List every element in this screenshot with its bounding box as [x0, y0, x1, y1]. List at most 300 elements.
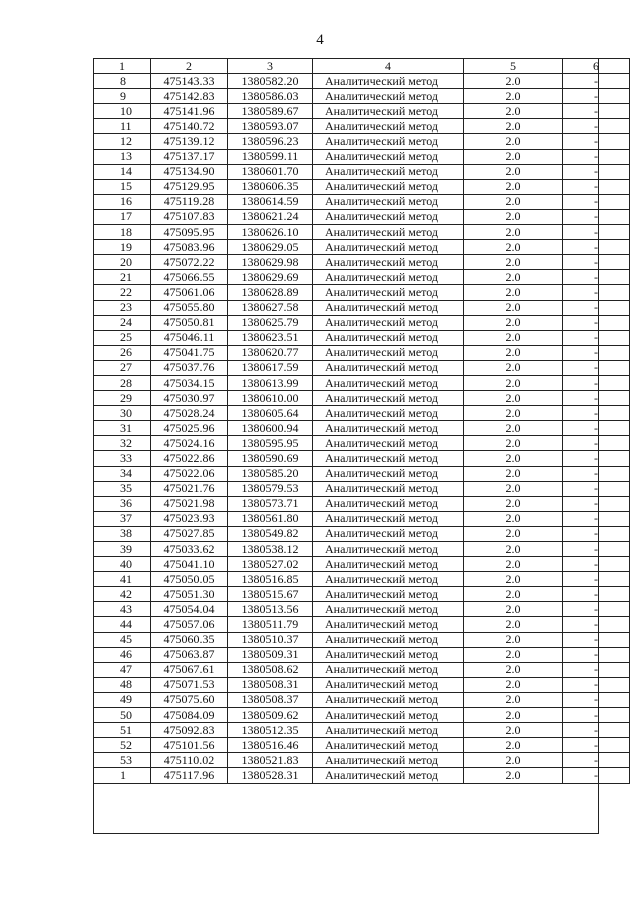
point-number-cell: 39 [94, 542, 151, 557]
y-coordinate-cell: 1380510.37 [228, 632, 313, 647]
note-cell: - [563, 677, 630, 692]
point-number-cell: 19 [94, 240, 151, 255]
method-cell: Аналитический метод [313, 360, 464, 375]
note-cell: - [563, 753, 630, 768]
accuracy-cell: 2.0 [464, 496, 563, 511]
point-number-cell: 41 [94, 572, 151, 587]
table-row [94, 375, 630, 390]
y-coordinate-cell: 1380629.05 [228, 240, 313, 255]
y-coordinate-cell: 1380508.31 [228, 677, 313, 692]
point-number-cell: 29 [94, 391, 151, 406]
y-coordinate-cell: 1380626.10 [228, 225, 313, 240]
accuracy-cell: 2.0 [464, 723, 563, 738]
point-number-cell: 40 [94, 557, 151, 572]
method-cell: Аналитический метод [313, 662, 464, 677]
accuracy-cell: 2.0 [464, 391, 563, 406]
y-coordinate-cell: 1380593.07 [228, 119, 313, 134]
y-coordinate-cell: 1380549.82 [228, 526, 313, 541]
method-cell: Аналитический метод [313, 542, 464, 557]
method-cell: Аналитический метод [313, 285, 464, 300]
method-cell: Аналитический метод [313, 708, 464, 723]
y-coordinate-cell: 1380600.94 [228, 421, 313, 436]
note-cell: - [563, 285, 630, 300]
x-coordinate-cell: 475092.83 [151, 723, 228, 738]
table-row [94, 149, 630, 164]
point-number-cell: 48 [94, 677, 151, 692]
accuracy-cell: 2.0 [464, 360, 563, 375]
y-coordinate-cell: 1380509.62 [228, 708, 313, 723]
y-coordinate-cell: 1380625.79 [228, 315, 313, 330]
point-number-cell: 45 [94, 632, 151, 647]
accuracy-cell: 2.0 [464, 753, 563, 768]
note-cell: - [563, 406, 630, 421]
table-row [94, 526, 630, 541]
x-coordinate-cell: 475066.55 [151, 270, 228, 285]
method-cell: Аналитический метод [313, 723, 464, 738]
accuracy-cell: 2.0 [464, 768, 563, 783]
table-row [94, 587, 630, 602]
y-coordinate-cell: 1380621.24 [228, 209, 313, 224]
point-number-cell: 27 [94, 360, 151, 375]
point-number-cell: 24 [94, 315, 151, 330]
header-cell-col5: 5 [464, 59, 563, 74]
point-number-cell: 11 [94, 119, 151, 134]
point-number-cell: 49 [94, 692, 151, 707]
table-row [94, 421, 630, 436]
table-header-row [94, 59, 630, 74]
y-coordinate-cell: 1380590.69 [228, 451, 313, 466]
x-coordinate-cell: 475027.85 [151, 526, 228, 541]
x-coordinate-cell: 475051.30 [151, 587, 228, 602]
table-row [94, 270, 630, 285]
table-row [94, 74, 630, 89]
header-cell-col4: 4 [313, 59, 464, 74]
method-cell: Аналитический метод [313, 391, 464, 406]
note-cell: - [563, 89, 630, 104]
point-number-cell: 51 [94, 723, 151, 738]
x-coordinate-cell: 475075.60 [151, 692, 228, 707]
table-row [94, 466, 630, 481]
method-cell: Аналитический метод [313, 677, 464, 692]
note-cell: - [563, 511, 630, 526]
note-cell: - [563, 360, 630, 375]
note-cell: - [563, 587, 630, 602]
note-cell: - [563, 692, 630, 707]
note-cell: - [563, 481, 630, 496]
x-coordinate-cell: 475083.96 [151, 240, 228, 255]
x-coordinate-cell: 475041.10 [151, 557, 228, 572]
x-coordinate-cell: 475107.83 [151, 209, 228, 224]
note-cell: - [563, 255, 630, 270]
point-number-cell: 23 [94, 300, 151, 315]
accuracy-cell: 2.0 [464, 466, 563, 481]
table-row [94, 557, 630, 572]
table-row [94, 753, 630, 768]
y-coordinate-cell: 1380512.35 [228, 723, 313, 738]
method-cell: Аналитический метод [313, 149, 464, 164]
point-number-cell: 37 [94, 511, 151, 526]
x-coordinate-cell: 475041.75 [151, 345, 228, 360]
method-cell: Аналитический метод [313, 602, 464, 617]
table-row [94, 542, 630, 557]
accuracy-cell: 2.0 [464, 708, 563, 723]
point-number-cell: 16 [94, 194, 151, 209]
note-cell: - [563, 345, 630, 360]
point-number-cell: 28 [94, 375, 151, 390]
x-coordinate-cell: 475021.76 [151, 481, 228, 496]
note-cell: - [563, 74, 630, 89]
note-cell: - [563, 496, 630, 511]
x-coordinate-cell: 475142.83 [151, 89, 228, 104]
accuracy-cell: 2.0 [464, 738, 563, 753]
note-cell: - [563, 119, 630, 134]
accuracy-cell: 2.0 [464, 542, 563, 557]
note-cell: - [563, 617, 630, 632]
table-row [94, 330, 630, 345]
y-coordinate-cell: 1380629.98 [228, 255, 313, 270]
method-cell: Аналитический метод [313, 692, 464, 707]
table-row [94, 194, 630, 209]
y-coordinate-cell: 1380596.23 [228, 134, 313, 149]
x-coordinate-cell: 475095.95 [151, 225, 228, 240]
x-coordinate-cell: 475033.62 [151, 542, 228, 557]
table-row [94, 481, 630, 496]
y-coordinate-cell: 1380614.59 [228, 194, 313, 209]
x-coordinate-cell: 475119.28 [151, 194, 228, 209]
method-cell: Аналитический метод [313, 511, 464, 526]
x-coordinate-cell: 475117.96 [151, 768, 228, 783]
note-cell: - [563, 466, 630, 481]
note-cell: - [563, 179, 630, 194]
accuracy-cell: 2.0 [464, 481, 563, 496]
x-coordinate-cell: 475050.05 [151, 572, 228, 587]
point-number-cell: 35 [94, 481, 151, 496]
accuracy-cell: 2.0 [464, 692, 563, 707]
header-cell-col1: 1 [94, 59, 151, 74]
method-cell: Аналитический метод [313, 270, 464, 285]
y-coordinate-cell: 1380516.85 [228, 572, 313, 587]
y-coordinate-cell: 1380511.79 [228, 617, 313, 632]
header-cell-col2: 2 [151, 59, 228, 74]
y-coordinate-cell: 1380599.11 [228, 149, 313, 164]
method-cell: Аналитический метод [313, 738, 464, 753]
x-coordinate-cell: 475139.12 [151, 134, 228, 149]
table-row [94, 511, 630, 526]
x-coordinate-cell: 475110.02 [151, 753, 228, 768]
x-coordinate-cell: 475028.24 [151, 406, 228, 421]
x-coordinate-cell: 475054.04 [151, 602, 228, 617]
method-cell: Аналитический метод [313, 89, 464, 104]
note-cell: - [563, 240, 630, 255]
method-cell: Аналитический метод [313, 647, 464, 662]
table-row [94, 406, 630, 421]
x-coordinate-cell: 475067.61 [151, 662, 228, 677]
table-row [94, 119, 630, 134]
y-coordinate-cell: 1380528.31 [228, 768, 313, 783]
y-coordinate-cell: 1380509.31 [228, 647, 313, 662]
table-row [94, 391, 630, 406]
table-row [94, 632, 630, 647]
table-row [94, 602, 630, 617]
y-coordinate-cell: 1380617.59 [228, 360, 313, 375]
accuracy-cell: 2.0 [464, 345, 563, 360]
method-cell: Аналитический метод [313, 240, 464, 255]
y-coordinate-cell: 1380595.95 [228, 436, 313, 451]
method-cell: Аналитический метод [313, 179, 464, 194]
table-row [94, 768, 630, 783]
accuracy-cell: 2.0 [464, 255, 563, 270]
x-coordinate-cell: 475137.17 [151, 149, 228, 164]
table-row [94, 345, 630, 360]
accuracy-cell: 2.0 [464, 179, 563, 194]
point-number-cell: 50 [94, 708, 151, 723]
method-cell: Аналитический метод [313, 406, 464, 421]
method-cell: Аналитический метод [313, 617, 464, 632]
accuracy-cell: 2.0 [464, 436, 563, 451]
note-cell: - [563, 315, 630, 330]
point-number-cell: 34 [94, 466, 151, 481]
method-cell: Аналитический метод [313, 330, 464, 345]
note-cell: - [563, 421, 630, 436]
method-cell: Аналитический метод [313, 225, 464, 240]
x-coordinate-cell: 475129.95 [151, 179, 228, 194]
method-cell: Аналитический метод [313, 572, 464, 587]
table-row [94, 572, 630, 587]
y-coordinate-cell: 1380628.89 [228, 285, 313, 300]
x-coordinate-cell: 475030.97 [151, 391, 228, 406]
note-cell: - [563, 375, 630, 390]
method-cell: Аналитический метод [313, 345, 464, 360]
table-row [94, 285, 630, 300]
method-cell: Аналитический метод [313, 436, 464, 451]
point-number-cell: 18 [94, 225, 151, 240]
note-cell: - [563, 194, 630, 209]
point-number-cell: 17 [94, 209, 151, 224]
accuracy-cell: 2.0 [464, 149, 563, 164]
accuracy-cell: 2.0 [464, 511, 563, 526]
y-coordinate-cell: 1380582.20 [228, 74, 313, 89]
point-number-cell: 52 [94, 738, 151, 753]
point-number-cell: 13 [94, 149, 151, 164]
point-number-cell: 31 [94, 421, 151, 436]
note-cell: - [563, 723, 630, 738]
accuracy-cell: 2.0 [464, 602, 563, 617]
table-row [94, 300, 630, 315]
note-cell: - [563, 738, 630, 753]
table-row [94, 225, 630, 240]
x-coordinate-cell: 475063.87 [151, 647, 228, 662]
point-number-cell: 46 [94, 647, 151, 662]
table-row [94, 617, 630, 632]
accuracy-cell: 2.0 [464, 315, 563, 330]
point-number-cell: 36 [94, 496, 151, 511]
y-coordinate-cell: 1380508.62 [228, 662, 313, 677]
y-coordinate-cell: 1380620.77 [228, 345, 313, 360]
note-cell: - [563, 526, 630, 541]
accuracy-cell: 2.0 [464, 134, 563, 149]
table-row [94, 662, 630, 677]
y-coordinate-cell: 1380527.02 [228, 557, 313, 572]
y-coordinate-cell: 1380629.69 [228, 270, 313, 285]
note-cell: - [563, 300, 630, 315]
method-cell: Аналитический метод [313, 194, 464, 209]
y-coordinate-cell: 1380610.00 [228, 391, 313, 406]
table-row [94, 677, 630, 692]
accuracy-cell: 2.0 [464, 587, 563, 602]
method-cell: Аналитический метод [313, 421, 464, 436]
method-cell: Аналитический метод [313, 375, 464, 390]
y-coordinate-cell: 1380589.67 [228, 104, 313, 119]
accuracy-cell: 2.0 [464, 74, 563, 89]
y-coordinate-cell: 1380586.03 [228, 89, 313, 104]
point-number-cell: 33 [94, 451, 151, 466]
table-row [94, 360, 630, 375]
method-cell: Аналитический метод [313, 451, 464, 466]
y-coordinate-cell: 1380606.35 [228, 179, 313, 194]
table-row [94, 255, 630, 270]
note-cell: - [563, 209, 630, 224]
y-coordinate-cell: 1380605.64 [228, 406, 313, 421]
note-cell: - [563, 662, 630, 677]
point-number-cell: 21 [94, 270, 151, 285]
note-cell: - [563, 542, 630, 557]
point-number-cell: 42 [94, 587, 151, 602]
method-cell: Аналитический метод [313, 587, 464, 602]
accuracy-cell: 2.0 [464, 209, 563, 224]
x-coordinate-cell: 475061.06 [151, 285, 228, 300]
table-row [94, 179, 630, 194]
table-row [94, 89, 630, 104]
y-coordinate-cell: 1380579.53 [228, 481, 313, 496]
y-coordinate-cell: 1380508.37 [228, 692, 313, 707]
method-cell: Аналитический метод [313, 300, 464, 315]
table-row [94, 164, 630, 179]
accuracy-cell: 2.0 [464, 164, 563, 179]
accuracy-cell: 2.0 [464, 677, 563, 692]
x-coordinate-cell: 475055.80 [151, 300, 228, 315]
x-coordinate-cell: 475050.81 [151, 315, 228, 330]
table-row [94, 240, 630, 255]
accuracy-cell: 2.0 [464, 662, 563, 677]
x-coordinate-cell: 475140.72 [151, 119, 228, 134]
header-cell-col3: 3 [228, 59, 313, 74]
y-coordinate-cell: 1380521.83 [228, 753, 313, 768]
x-coordinate-cell: 475025.96 [151, 421, 228, 436]
y-coordinate-cell: 1380623.51 [228, 330, 313, 345]
table-row [94, 647, 630, 662]
point-number-cell: 43 [94, 602, 151, 617]
x-coordinate-cell: 475143.33 [151, 74, 228, 89]
method-cell: Аналитический метод [313, 315, 464, 330]
accuracy-cell: 2.0 [464, 194, 563, 209]
method-cell: Аналитический метод [313, 496, 464, 511]
point-number-cell: 1 [94, 768, 151, 783]
accuracy-cell: 2.0 [464, 632, 563, 647]
accuracy-cell: 2.0 [464, 104, 563, 119]
method-cell: Аналитический метод [313, 119, 464, 134]
point-number-cell: 12 [94, 134, 151, 149]
method-cell: Аналитический метод [313, 255, 464, 270]
x-coordinate-cell: 475141.96 [151, 104, 228, 119]
note-cell: - [563, 708, 630, 723]
point-number-cell: 32 [94, 436, 151, 451]
note-cell: - [563, 134, 630, 149]
y-coordinate-cell: 1380561.80 [228, 511, 313, 526]
accuracy-cell: 2.0 [464, 406, 563, 421]
x-coordinate-cell: 475034.15 [151, 375, 228, 390]
x-coordinate-cell: 475072.22 [151, 255, 228, 270]
x-coordinate-cell: 475024.16 [151, 436, 228, 451]
accuracy-cell: 2.0 [464, 89, 563, 104]
table-row [94, 315, 630, 330]
x-coordinate-cell: 475101.56 [151, 738, 228, 753]
accuracy-cell: 2.0 [464, 421, 563, 436]
point-number-cell: 22 [94, 285, 151, 300]
method-cell: Аналитический метод [313, 557, 464, 572]
table-row [94, 451, 630, 466]
point-number-cell: 9 [94, 89, 151, 104]
note-cell: - [563, 391, 630, 406]
y-coordinate-cell: 1380573.71 [228, 496, 313, 511]
y-coordinate-cell: 1380627.58 [228, 300, 313, 315]
y-coordinate-cell: 1380513.56 [228, 602, 313, 617]
x-coordinate-cell: 475021.98 [151, 496, 228, 511]
table-row [94, 723, 630, 738]
note-cell: - [563, 451, 630, 466]
y-coordinate-cell: 1380613.99 [228, 375, 313, 390]
note-cell: - [563, 270, 630, 285]
x-coordinate-cell: 475022.06 [151, 466, 228, 481]
x-coordinate-cell: 475046.11 [151, 330, 228, 345]
note-cell: - [563, 602, 630, 617]
accuracy-cell: 2.0 [464, 330, 563, 345]
method-cell: Аналитический метод [313, 104, 464, 119]
coordinates-table-body [94, 59, 630, 784]
table-row [94, 496, 630, 511]
point-number-cell: 15 [94, 179, 151, 194]
x-coordinate-cell: 475060.35 [151, 632, 228, 647]
page-number: 4 [316, 32, 324, 48]
accuracy-cell: 2.0 [464, 526, 563, 541]
y-coordinate-cell: 1380538.12 [228, 542, 313, 557]
x-coordinate-cell: 475134.90 [151, 164, 228, 179]
accuracy-cell: 2.0 [464, 617, 563, 632]
point-number-cell: 44 [94, 617, 151, 632]
point-number-cell: 30 [94, 406, 151, 421]
accuracy-cell: 2.0 [464, 375, 563, 390]
header-cell-col6: 6 [563, 59, 630, 74]
note-cell: - [563, 330, 630, 345]
x-coordinate-cell: 475037.76 [151, 360, 228, 375]
note-cell: - [563, 557, 630, 572]
method-cell: Аналитический метод [313, 632, 464, 647]
method-cell: Аналитический метод [313, 526, 464, 541]
method-cell: Аналитический метод [313, 466, 464, 481]
method-cell: Аналитический метод [313, 134, 464, 149]
point-number-cell: 10 [94, 104, 151, 119]
point-number-cell: 20 [94, 255, 151, 270]
x-coordinate-cell: 475084.09 [151, 708, 228, 723]
accuracy-cell: 2.0 [464, 225, 563, 240]
y-coordinate-cell: 1380516.46 [228, 738, 313, 753]
note-cell: - [563, 647, 630, 662]
table-row [94, 209, 630, 224]
x-coordinate-cell: 475071.53 [151, 677, 228, 692]
note-cell: - [563, 572, 630, 587]
method-cell: Аналитический метод [313, 74, 464, 89]
accuracy-cell: 2.0 [464, 557, 563, 572]
accuracy-cell: 2.0 [464, 572, 563, 587]
